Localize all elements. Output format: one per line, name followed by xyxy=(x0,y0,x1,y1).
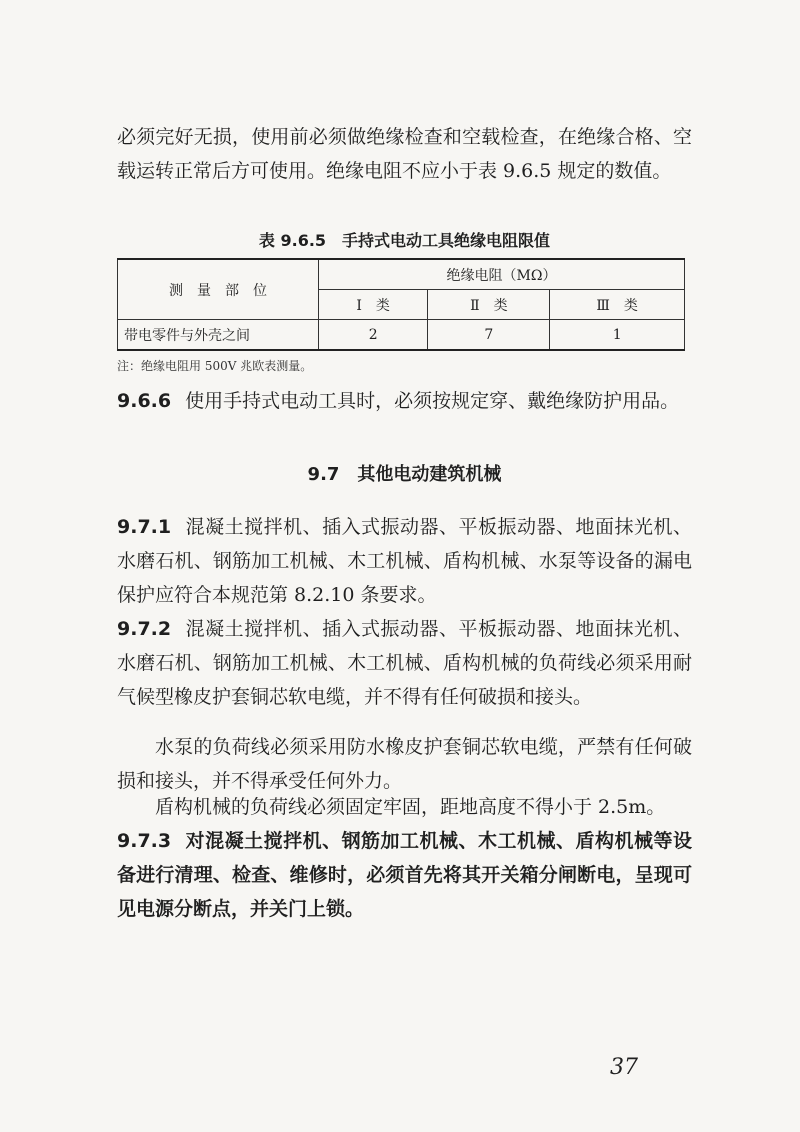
header-class-2: Ⅱ 类 xyxy=(428,290,550,320)
clause-9-6-6 xyxy=(117,384,692,418)
value-class-1: 2 xyxy=(319,320,428,351)
header-class-1: Ⅰ 类 xyxy=(319,290,428,320)
page-number: 37 xyxy=(610,1055,638,1080)
value-class-3: 1 xyxy=(550,320,685,351)
clause-text: 混凝土搅拌机、插入式振动器、平板振动器、地面抹光机、水磨石机、钢筋加工机械、木工机械、盾构机械的负荷线必须采用耐气候型橡皮护套铜芯软电缆，并不得有任何破损和接头。 xyxy=(117,618,692,708)
shield-paragraph: 盾构机械的负荷线必须固定牢固，距地高度不得小于 2.5m。 xyxy=(155,796,666,818)
table-row xyxy=(118,320,685,351)
table-note: 注：绝缘电阻用 500V 兆欧表测量。 xyxy=(117,359,313,373)
clause-number: 9.6.6 xyxy=(117,390,172,412)
clause-number: 9.7.3 xyxy=(117,830,172,852)
value-class-2: 7 xyxy=(428,320,550,351)
pump-paragraph: 水泵的负荷线必须采用防水橡皮护套铜芯软电缆，严禁有任何破损和接头，并不得承受任何外力。 xyxy=(117,736,692,792)
row-label: 带电零件与外壳之间 xyxy=(118,320,319,351)
header-insulation-resistance: 绝缘电阻（MΩ） xyxy=(319,259,685,290)
clause-text: 使用手持式电动工具时，必须按规定穿、戴绝缘防护用品。 xyxy=(185,390,680,412)
clause-number: 9.7.2 xyxy=(117,618,172,640)
insulation-resistance-table xyxy=(117,258,685,351)
clause-text: 对混凝土搅拌机、钢筋加工机械、木工机械、盾构机械等设备进行清理、检查、维修时，必须首先将其开关箱分闸断电，呈现可见电源分断点，并关门上锁。 xyxy=(117,830,692,920)
table-title: 表 9.6.5 手持式电动工具绝缘电阻限值 xyxy=(258,231,551,250)
clause-9-7-2 xyxy=(117,612,692,714)
clause-9-7-3 xyxy=(117,824,692,926)
intro-paragraph: 必须完好无损，使用前必须做绝缘检查和空载检查，在绝缘合格、空载运转正常后方可使用。绝缘电阻不应小于表 9.6.5 规定的数值。 xyxy=(117,126,692,182)
header-measure-part: 测 量 部 位 xyxy=(118,259,319,320)
header-class-3: Ⅲ 类 xyxy=(550,290,685,320)
section-title: 9.7 其他电动建筑机械 xyxy=(307,464,502,485)
clause-9-7-1 xyxy=(117,510,692,612)
clause-number: 9.7.1 xyxy=(117,516,172,538)
clause-text: 混凝土搅拌机、插入式振动器、平板振动器、地面抹光机、水磨石机、钢筋加工机械、木工机械、盾构机械、水泵等设备的漏电保护应符合本规范第 8.2.10 条要求。 xyxy=(117,516,692,606)
